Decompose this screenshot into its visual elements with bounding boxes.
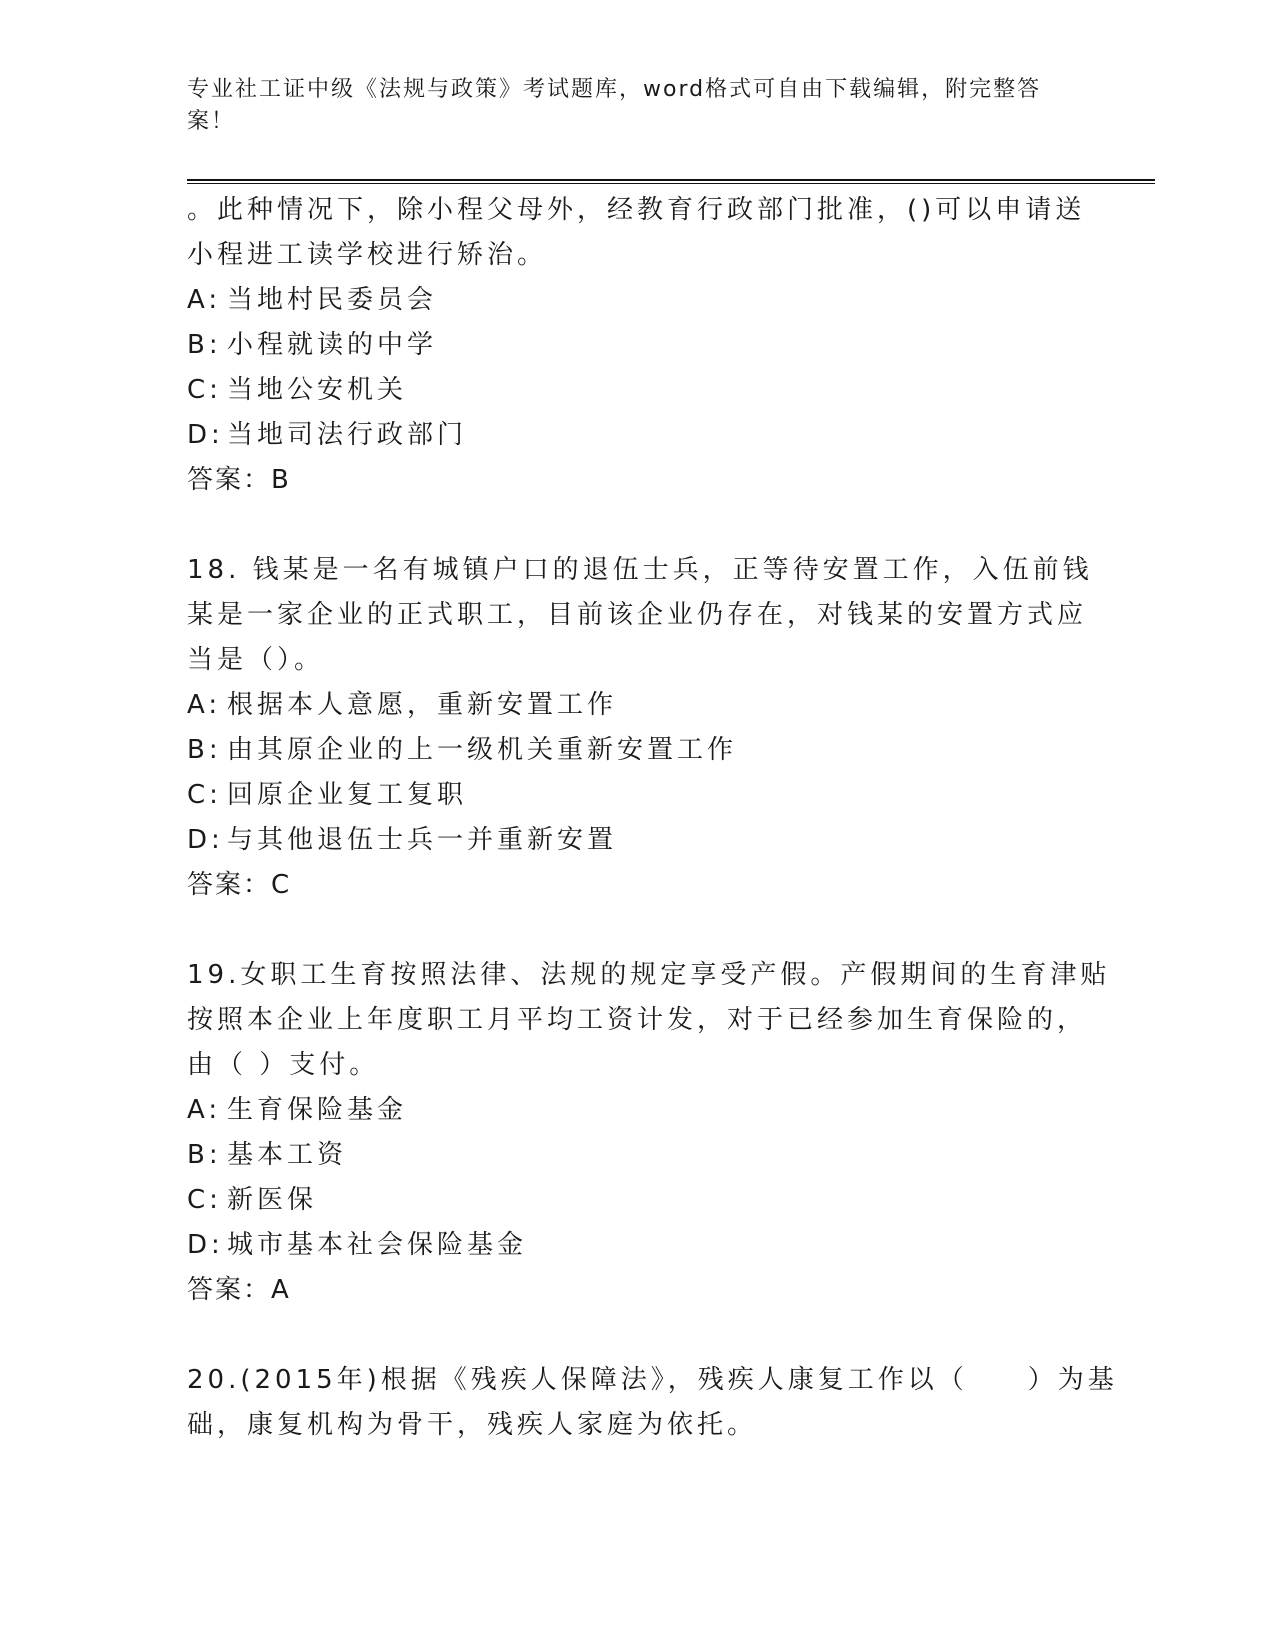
option-text: 与其他退伍士兵一并重新安置 <box>227 825 618 855</box>
question-list <box>187 188 1118 1448</box>
answer-option <box>187 1088 1087 1133</box>
question-block <box>187 953 1111 1313</box>
answer-option <box>187 773 1087 818</box>
option-letter: C: <box>187 375 222 405</box>
question-block <box>187 1358 1118 1448</box>
answer-option <box>187 818 1087 863</box>
option-letter: B: <box>187 1140 222 1170</box>
option-letter: D: <box>187 825 224 855</box>
question-prompt-line: 由（ ）支付。 <box>187 1050 380 1080</box>
answer-option <box>187 1178 1087 1223</box>
answer-option <box>187 683 1087 728</box>
answer-option <box>187 278 1087 323</box>
option-text: 由其原企业的上一级机关重新安置工作 <box>227 735 738 765</box>
option-text: 基本工资 <box>227 1140 348 1170</box>
question-prompt-line: 。此种情况下，除小程父母外，经教育行政部门批准，()可以申请送 <box>187 195 1086 225</box>
answer-option <box>187 1133 1087 1178</box>
option-text: 生育保险基金 <box>227 1095 408 1125</box>
option-letter: A: <box>187 285 222 315</box>
option-text: 根据本人意愿，重新安置工作 <box>227 690 618 720</box>
question-prompt-line: 础，康复机构为骨干，残疾人家庭为依托。 <box>187 1410 758 1440</box>
option-letter: B: <box>187 330 222 360</box>
option-text: 当地司法行政部门 <box>227 420 468 450</box>
option-letter: A: <box>187 1095 222 1125</box>
option-text: 当地公安机关 <box>227 375 408 405</box>
question-prompt-line: 当是（）。 <box>187 645 325 675</box>
option-letter: D: <box>187 1230 224 1260</box>
answer-key: 答案：A <box>187 1275 291 1305</box>
question-prompt-line: 20.(2015年)根据《残疾人保障法》，残疾人康复工作以（ ）为基 <box>187 1365 1118 1395</box>
option-text: 小程就读的中学 <box>227 330 438 360</box>
header-rule-thick <box>187 179 1155 181</box>
answer-option <box>187 728 1087 773</box>
question-prompt-line: 按照本企业上年度职工月平均工资计发，对于已经参加生育保险的， <box>187 1005 1088 1035</box>
answer-option <box>187 368 1087 413</box>
answer-key: 答案：C <box>187 870 292 900</box>
option-letter: B: <box>187 735 222 765</box>
question-prompt-line: 某是一家企业的正式职工，目前该企业仍存在，对钱某的安置方式应 <box>187 600 1088 630</box>
document-header: 专业社工证中级《法规与政策》考试题库，word格式可自由下载编辑，附完整答案！ <box>187 77 1042 134</box>
option-text: 当地村民委员会 <box>227 285 438 315</box>
answer-option <box>187 1223 1087 1268</box>
question-prompt-line: 小程进工读学校进行矫治。 <box>187 240 548 270</box>
answer-option <box>187 323 1087 368</box>
option-text: 回原企业复工复职 <box>227 780 468 810</box>
header-rule-thin <box>187 183 1155 184</box>
option-letter: D: <box>187 420 224 450</box>
answer-key: 答案：B <box>187 465 291 495</box>
answer-option <box>187 413 1087 458</box>
question-block <box>187 188 1087 503</box>
question-prompt-line: 19.女职工生育按照法律、法规的规定享受产假。产假期间的生育津贴 <box>187 960 1111 990</box>
option-letter: C: <box>187 780 222 810</box>
question-block <box>187 548 1093 908</box>
option-text: 新医保 <box>227 1185 318 1215</box>
option-text: 城市基本社会保险基金 <box>227 1230 528 1260</box>
option-letter: C: <box>187 1185 222 1215</box>
question-prompt-line: 18. 钱某是一名有城镇户口的退伍士兵，正等待安置工作，入伍前钱 <box>187 555 1093 585</box>
option-letter: A: <box>187 690 222 720</box>
